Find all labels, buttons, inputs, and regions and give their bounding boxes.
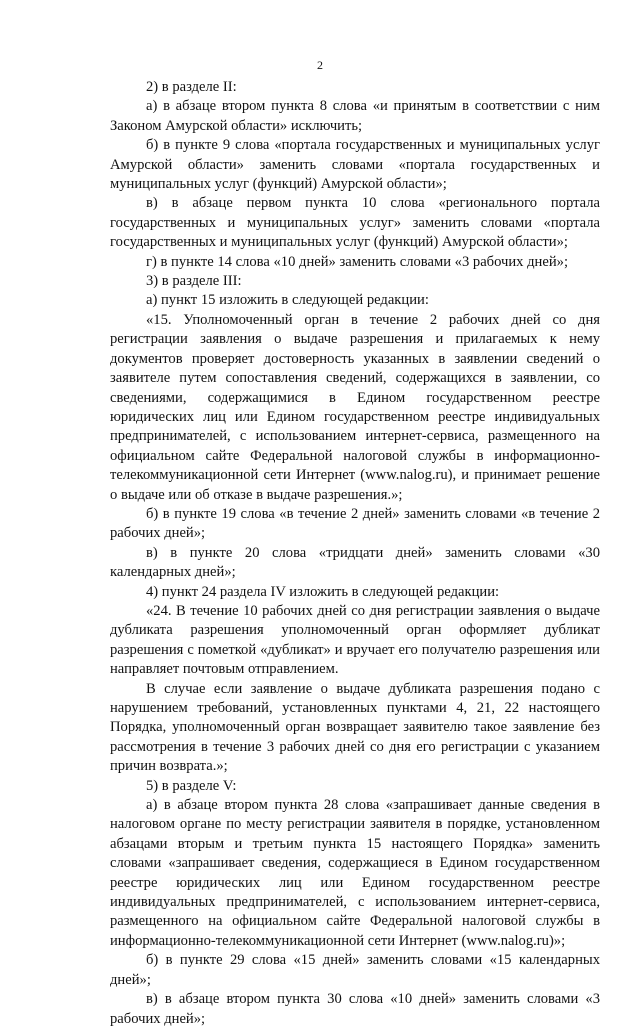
paragraph-5a: а) в абзаце втором пункта 28 слова «запрашивает данные сведения в налоговом органе по месту регистрации заявителя в порядке, установленном абзацами вторым и третьим пункта 15 настоящего Порядка» заменить словами «запрашивает сведения, содержащиеся в Едином государственном реестре юридических лиц или Едином государственном реестре индивидуальных предпринимателей, с использованием интернет-сервиса, размещенного на официальном сайте Федеральной налоговой службы в информационно-телекоммуникационной сети Интернет (www.nalog.ru)»; [110,797,600,949]
paragraph-2v: в) в абзаце первом пункта 10 слова «регионального портала государственных и муниципальных услуг» заменить словами «портала государственных и муниципальных услуг (функций) Амурской области»; [110,195,600,251]
paragraph-section-4: 4) пункт 24 раздела IV изложить в следующей редакции: [146,583,500,600]
paragraph-5v: в) в абзаце втором пункта 30 слова «10 дней» заменить словами «3 рабочих дней»; [110,991,600,1027]
paragraph-item-24-part-2: В случае если заявление о выдаче дубликата разрешения подано с нарушением требований, установленных пунктами 4, 21, 22 настоящего Порядка, уполномоченный орган возвращает заявителю такое заявление без рассмотрения в течение 3 рабочих дней со дня его регистрации с указанием причин возврата.»; [110,680,600,775]
paragraph-item-15: «15. Уполномоченный орган в течение 2 рабочих дней со дня регистрации заявления о выдаче разрешения и прилагаемых к нему документов проверяет достоверность указанных в заявлении сведений о заявителе путем сопоставления сведений, содержащихся в заявлении, со сведениями, содержащимися в Едином государственном реестре юридических лиц или Едином государственном реестре индивидуальных предпринимателей, с использованием интернет-сервиса, размещенного на официальном сайте Федеральной налоговой службы в информационно-телекоммуникационной сети Интернет (www.nalog.ru), и принимает решение о выдаче или об отказе в выдаче разрешения.»; [110,311,600,503]
paragraph-3a: а) пункт 15 изложить в следующей редакции: [146,292,429,309]
paragraph-section-2: 2) в разделе II: [146,79,237,95]
document-body [110,78,600,1029]
paragraph-3b: б) в пункте 19 слова «в течение 2 дней» заменить словами «в течение 2 рабочих дней»; [110,505,600,542]
paragraph-2g: г) в пункте 14 слова «10 дней» заменить словами «3 рабочих дней»; [146,253,568,270]
paragraph-2b: б) в пункте 9 слова «портала государственных и муниципальных услуг Амурской области» заменить словами «портала государственных и муниципальных услуг (функций) Амурской области»; [110,137,600,193]
paragraph-section-3: 3) в разделе III: [146,273,242,290]
paragraph-2a: а) в абзаце втором пункта 8 слова «и принятым в соответствии с ним Законом Амурской области» исключить; [110,98,600,134]
page-number: 2 [317,58,323,72]
paragraph-item-24: «24. В течение 10 рабочих дней со дня регистрации заявления о выдаче дубликата разрешения уполномоченный орган оформляет дубликат разрешения с пометкой «дубликат» и вручает его получателю разрешения или направляет почтовым отправлением. [110,602,600,678]
paragraph-section-5: 5) в разделе V: [146,777,237,794]
paragraph-3v: в) в пункте 20 слова «тридцати дней» заменить словами «30 календарных дней»; [110,544,600,581]
paragraph-5b: б) в пункте 29 слова «15 дней» заменить словами «15 календарных дней»; [110,952,600,988]
